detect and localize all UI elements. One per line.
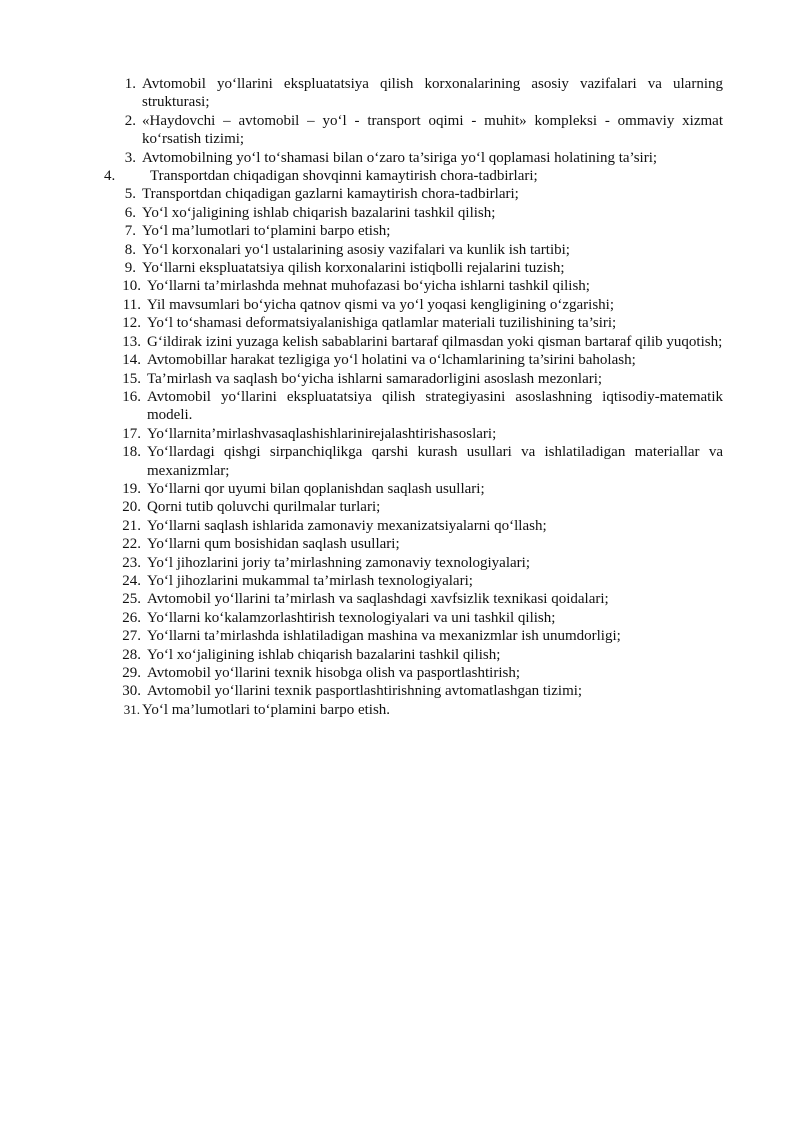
item-text: Yo‘llarni qum bosishidan saqlash usullari;: [147, 536, 400, 553]
item-text: Yo‘l jihozlarini mukammal ta’mirlash texnologiyalari;: [147, 572, 473, 589]
item-number: 1.: [124, 76, 136, 92]
item-text: «Haydovchi – avtomobil – yo‘l - transport oqimi - muhit» kompleksi - ommaviy xizmat ko‘rsatish tizimi;: [142, 112, 723, 148]
item-number: 18.: [122, 444, 141, 461]
list-item: [112, 388, 723, 425]
topic-list: [104, 75, 723, 719]
item-number: 16.: [122, 388, 141, 405]
list-item: [112, 443, 723, 480]
item-text: Yo‘llarni ta’mirlashda ishlatiladigan mashina va mexanizmlar ish unumdorligi;: [147, 628, 621, 645]
list-item: [112, 535, 723, 553]
list-item: [112, 333, 723, 351]
list-item: [112, 259, 723, 277]
item-number: 27.: [122, 628, 141, 645]
item-text: Yo‘l xo‘jaligining ishlab chiqarish bazalarini tashkil qilish;: [147, 646, 501, 663]
list-item: [112, 296, 723, 314]
item-text: Yo‘l ma’lumotlari to‘plamini barpo etish;: [142, 223, 391, 240]
item-text: G‘ildirak izini yuzaga kelish sabablarini bartaraf qilmasdan yoki qisman bartaraf qilib yuqotish;: [147, 333, 723, 350]
list-item: [112, 241, 723, 259]
item-number: 21.: [122, 517, 141, 534]
item-text: Yo‘llarni qor uyumi bilan qoplanishdan saqlash usullari;: [147, 480, 485, 497]
item-text: Yo‘llarni ekspluatatsiya qilish korxonalarini istiqbolli rejalarini tuzish;: [142, 260, 565, 277]
item-text: Yo‘llarni ta’mirlashda mehnat muhofazasi bo‘yicha ishlarni tashkil qilish;: [147, 278, 590, 295]
item-number: 6.: [124, 204, 136, 221]
item-number: 14.: [122, 352, 141, 369]
item-number: 7.: [124, 223, 136, 240]
list-item: [112, 425, 723, 443]
item-text: Qorni tutib qoluvchi qurilmalar turlari;: [147, 499, 381, 516]
item-text: Yo‘llardagi qishgi sirpanchiqlikga qarshi kurash usullari va ishlatiladigan materiallar va mexanizmlar;: [147, 444, 723, 479]
item-number: 24.: [122, 572, 141, 589]
list-item: [112, 664, 723, 682]
item-number: 26.: [122, 609, 141, 626]
item-number: 25.: [122, 591, 141, 608]
list-item: [112, 517, 723, 535]
list-item: [112, 185, 723, 203]
item-number: 3.: [124, 149, 136, 166]
item-text: Transportdan chiqadigan shovqinni kamaytirish chora-tadbirlari;: [150, 168, 538, 185]
list-item: [112, 222, 723, 240]
item-text: Yil mavsumlari bo‘yicha qatnov qismi va yo‘l yoqasi kengligining o‘zgarishi;: [147, 296, 615, 313]
item-text: Avtomobilning yo‘l to‘shamasi bilan o‘zaro ta’siriga yo‘l qoplamasi holatining ta’siri;: [142, 149, 658, 166]
item-number: 8.: [124, 241, 136, 258]
item-number: 23.: [122, 554, 141, 571]
item-text: Yo‘l korxonalari yo‘l ustalarining asosiy vazifalari va kunlik ish tartibi;: [142, 241, 570, 258]
item-number: 2.: [124, 112, 136, 129]
item-text: Avtomobil yo‘llarini texnik pasportlashtirishning avtomatlashgan tizimi;: [147, 683, 583, 700]
item-text: Avtomobil yo‘llarini texnik hisobga olish va pasportlashtirish;: [147, 665, 521, 681]
item-text: Avtomobil yo‘llarini ekspluatatsiya qilish strategiyasini asoslashning iqtisodiy-matematik modeli.: [147, 388, 723, 424]
list-item: [112, 627, 723, 645]
item-number: 17.: [122, 425, 141, 442]
list-item: [112, 149, 723, 167]
item-number: 5.: [124, 186, 136, 203]
list-item: [112, 277, 723, 295]
item-number: 12.: [122, 315, 141, 332]
list-item: [112, 204, 723, 222]
item-text: Yo‘llarni saqlash ishlarida zamonaviy mexanizatsiyalarni qo‘llash;: [147, 517, 547, 534]
item-number: 20.: [122, 499, 141, 516]
item-number: 19.: [122, 480, 141, 497]
list-item: [112, 646, 723, 664]
list-item: [112, 701, 723, 719]
item-text: Yo‘l ma’lumotlari to‘plamini barpo etish.: [142, 701, 391, 718]
list-item: [112, 609, 723, 627]
item-text: Yo‘l xo‘jaligining ishlab chiqarish bazalarini tashkil qilish;: [142, 204, 496, 221]
list-item: [112, 480, 723, 498]
item-number: 11.: [122, 296, 141, 313]
list-item: [112, 370, 723, 388]
list-item: [112, 498, 723, 516]
list-item: [112, 351, 723, 369]
item-number: 28.: [122, 646, 141, 663]
item-text: Avtomobillar harakat tezligiga yo‘l holatini va o‘lchamlarining ta’sirini baholash;: [147, 352, 636, 369]
item-text: Yo‘llarni ko‘kalamzorlashtirish texnologiyalari va uni tashkil qilish;: [147, 609, 556, 626]
item-text: Ta’mirlash va saqlash bo‘yicha ishlarni samaradorligini asoslash mezonlari;: [147, 370, 603, 387]
item-number: 31.: [123, 701, 140, 717]
item-number: 4.: [104, 168, 116, 185]
item-number: 10.: [122, 278, 141, 295]
item-text: Avtomobil yo‘llarini ta’mirlash va saqlashdagi xavfsizlik texnikasi qoidalari;: [147, 591, 609, 608]
item-text: Transportdan chiqadigan gazlarni kamaytirish chora-tadbirlari;: [142, 186, 519, 203]
item-text: Yo‘l to‘shamasi deformatsiyalanishiga qatlamlar materiali tuzilishining ta’siri;: [147, 315, 617, 332]
item-text: Yo‘llarnita’mirlashvasaqlashishlarinirejalashtirishasoslari;: [147, 425, 497, 442]
item-number: 30.: [122, 683, 141, 700]
list-item: [112, 314, 723, 332]
item-number: 13.: [122, 333, 141, 350]
list-item: [112, 590, 723, 608]
list-item: [112, 682, 723, 700]
list-item: [112, 75, 723, 112]
item-number: 9.: [124, 260, 136, 277]
list-item: [112, 112, 723, 149]
item-text: Yo‘l jihozlarini joriy ta’mirlashning zamonaviy texnologiyalari;: [147, 554, 530, 571]
list-item: [102, 167, 723, 185]
item-number: 29.: [122, 665, 141, 681]
item-number: 22.: [122, 536, 141, 553]
item-text: Avtomobil yo‘llarini ekspluatatsiya qilish korxonalarining asosiy vazifalari va ularning strukturasi;: [142, 76, 723, 111]
list-item: [112, 572, 723, 590]
list-item: [112, 554, 723, 572]
item-number: 15.: [122, 370, 141, 387]
